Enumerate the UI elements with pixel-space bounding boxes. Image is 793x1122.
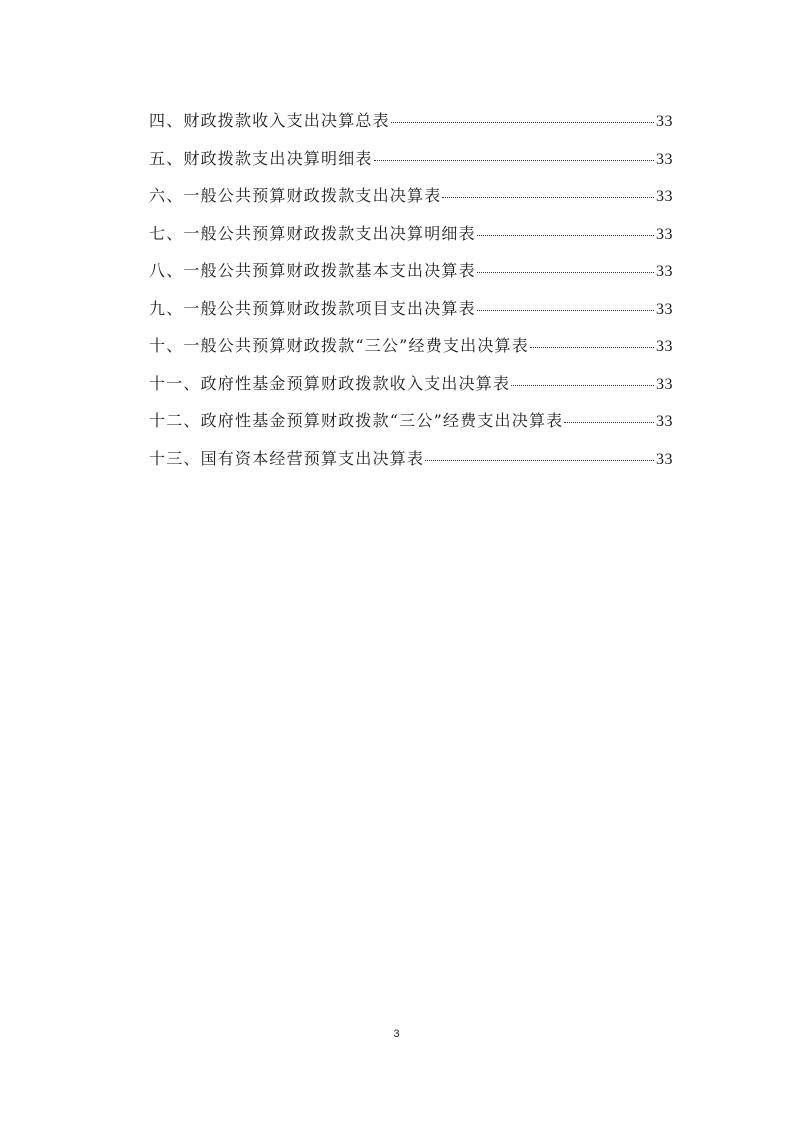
toc-entry-page[interactable]: 33	[656, 113, 673, 130]
toc-entry-title[interactable]: 八、一般公共预算财政拨款基本支出决算表	[149, 261, 476, 280]
toc-dot-leader	[442, 197, 654, 198]
toc-entry[interactable]	[149, 444, 673, 482]
toc-entry-page[interactable]: 33	[656, 450, 673, 468]
toc-entry[interactable]	[149, 294, 673, 332]
toc-entry[interactable]	[149, 219, 673, 257]
toc-entry-title[interactable]: 七、一般公共预算财政拨款支出决算明细表	[149, 223, 476, 243]
toc-entry-page[interactable]: 33	[656, 375, 673, 393]
page-number: 3	[393, 1028, 400, 1040]
toc-entry-title[interactable]: 十、一般公共预算财政拨款“三公”经费支出决算表	[149, 336, 529, 355]
toc-entry-page[interactable]: 33	[656, 413, 673, 430]
toc-entry[interactable]	[149, 256, 673, 294]
toc-dot-leader	[530, 347, 654, 348]
toc-entry-title[interactable]: 四、财政拨款收入支出决算总表	[149, 111, 390, 130]
toc-entry[interactable]	[149, 369, 673, 407]
toc-dot-leader	[511, 385, 654, 386]
toc-entry-title[interactable]: 五、财政拨款支出决算明细表	[149, 148, 373, 168]
toc-entry-title[interactable]: 十二、政府性基金预算财政拨款“三公”经费支出决算表	[149, 411, 564, 430]
toc-dot-leader	[564, 422, 654, 423]
toc-dot-leader	[425, 460, 654, 461]
toc-entry-page[interactable]: 33	[656, 300, 673, 318]
toc-entry[interactable]	[149, 144, 673, 182]
toc-entry[interactable]	[149, 106, 673, 144]
toc-entry-page[interactable]: 33	[656, 338, 673, 355]
toc-entry[interactable]	[149, 181, 673, 219]
toc-entry-title[interactable]: 六、一般公共预算财政拨款支出决算表	[149, 186, 442, 205]
toc-entry-page[interactable]: 33	[656, 188, 673, 205]
toc-dot-leader	[374, 160, 654, 161]
toc-entry[interactable]	[149, 406, 673, 444]
toc-entry-page[interactable]: 33	[656, 263, 673, 280]
toc-dot-leader	[391, 122, 654, 123]
toc-entry-title[interactable]: 十一、政府性基金预算财政拨款收入支出决算表	[149, 373, 511, 393]
toc-entry-page[interactable]: 33	[656, 150, 673, 168]
toc-entry-title[interactable]: 九、一般公共预算财政拨款项目支出决算表	[149, 298, 476, 318]
toc-dot-leader	[477, 272, 654, 273]
toc-entry-title[interactable]: 十三、国有资本经营预算支出决算表	[149, 448, 425, 468]
toc-dot-leader	[477, 235, 654, 236]
toc-entry-page[interactable]: 33	[656, 225, 673, 243]
table-of-contents	[149, 106, 673, 481]
toc-dot-leader	[477, 310, 654, 311]
toc-entry[interactable]	[149, 331, 673, 369]
